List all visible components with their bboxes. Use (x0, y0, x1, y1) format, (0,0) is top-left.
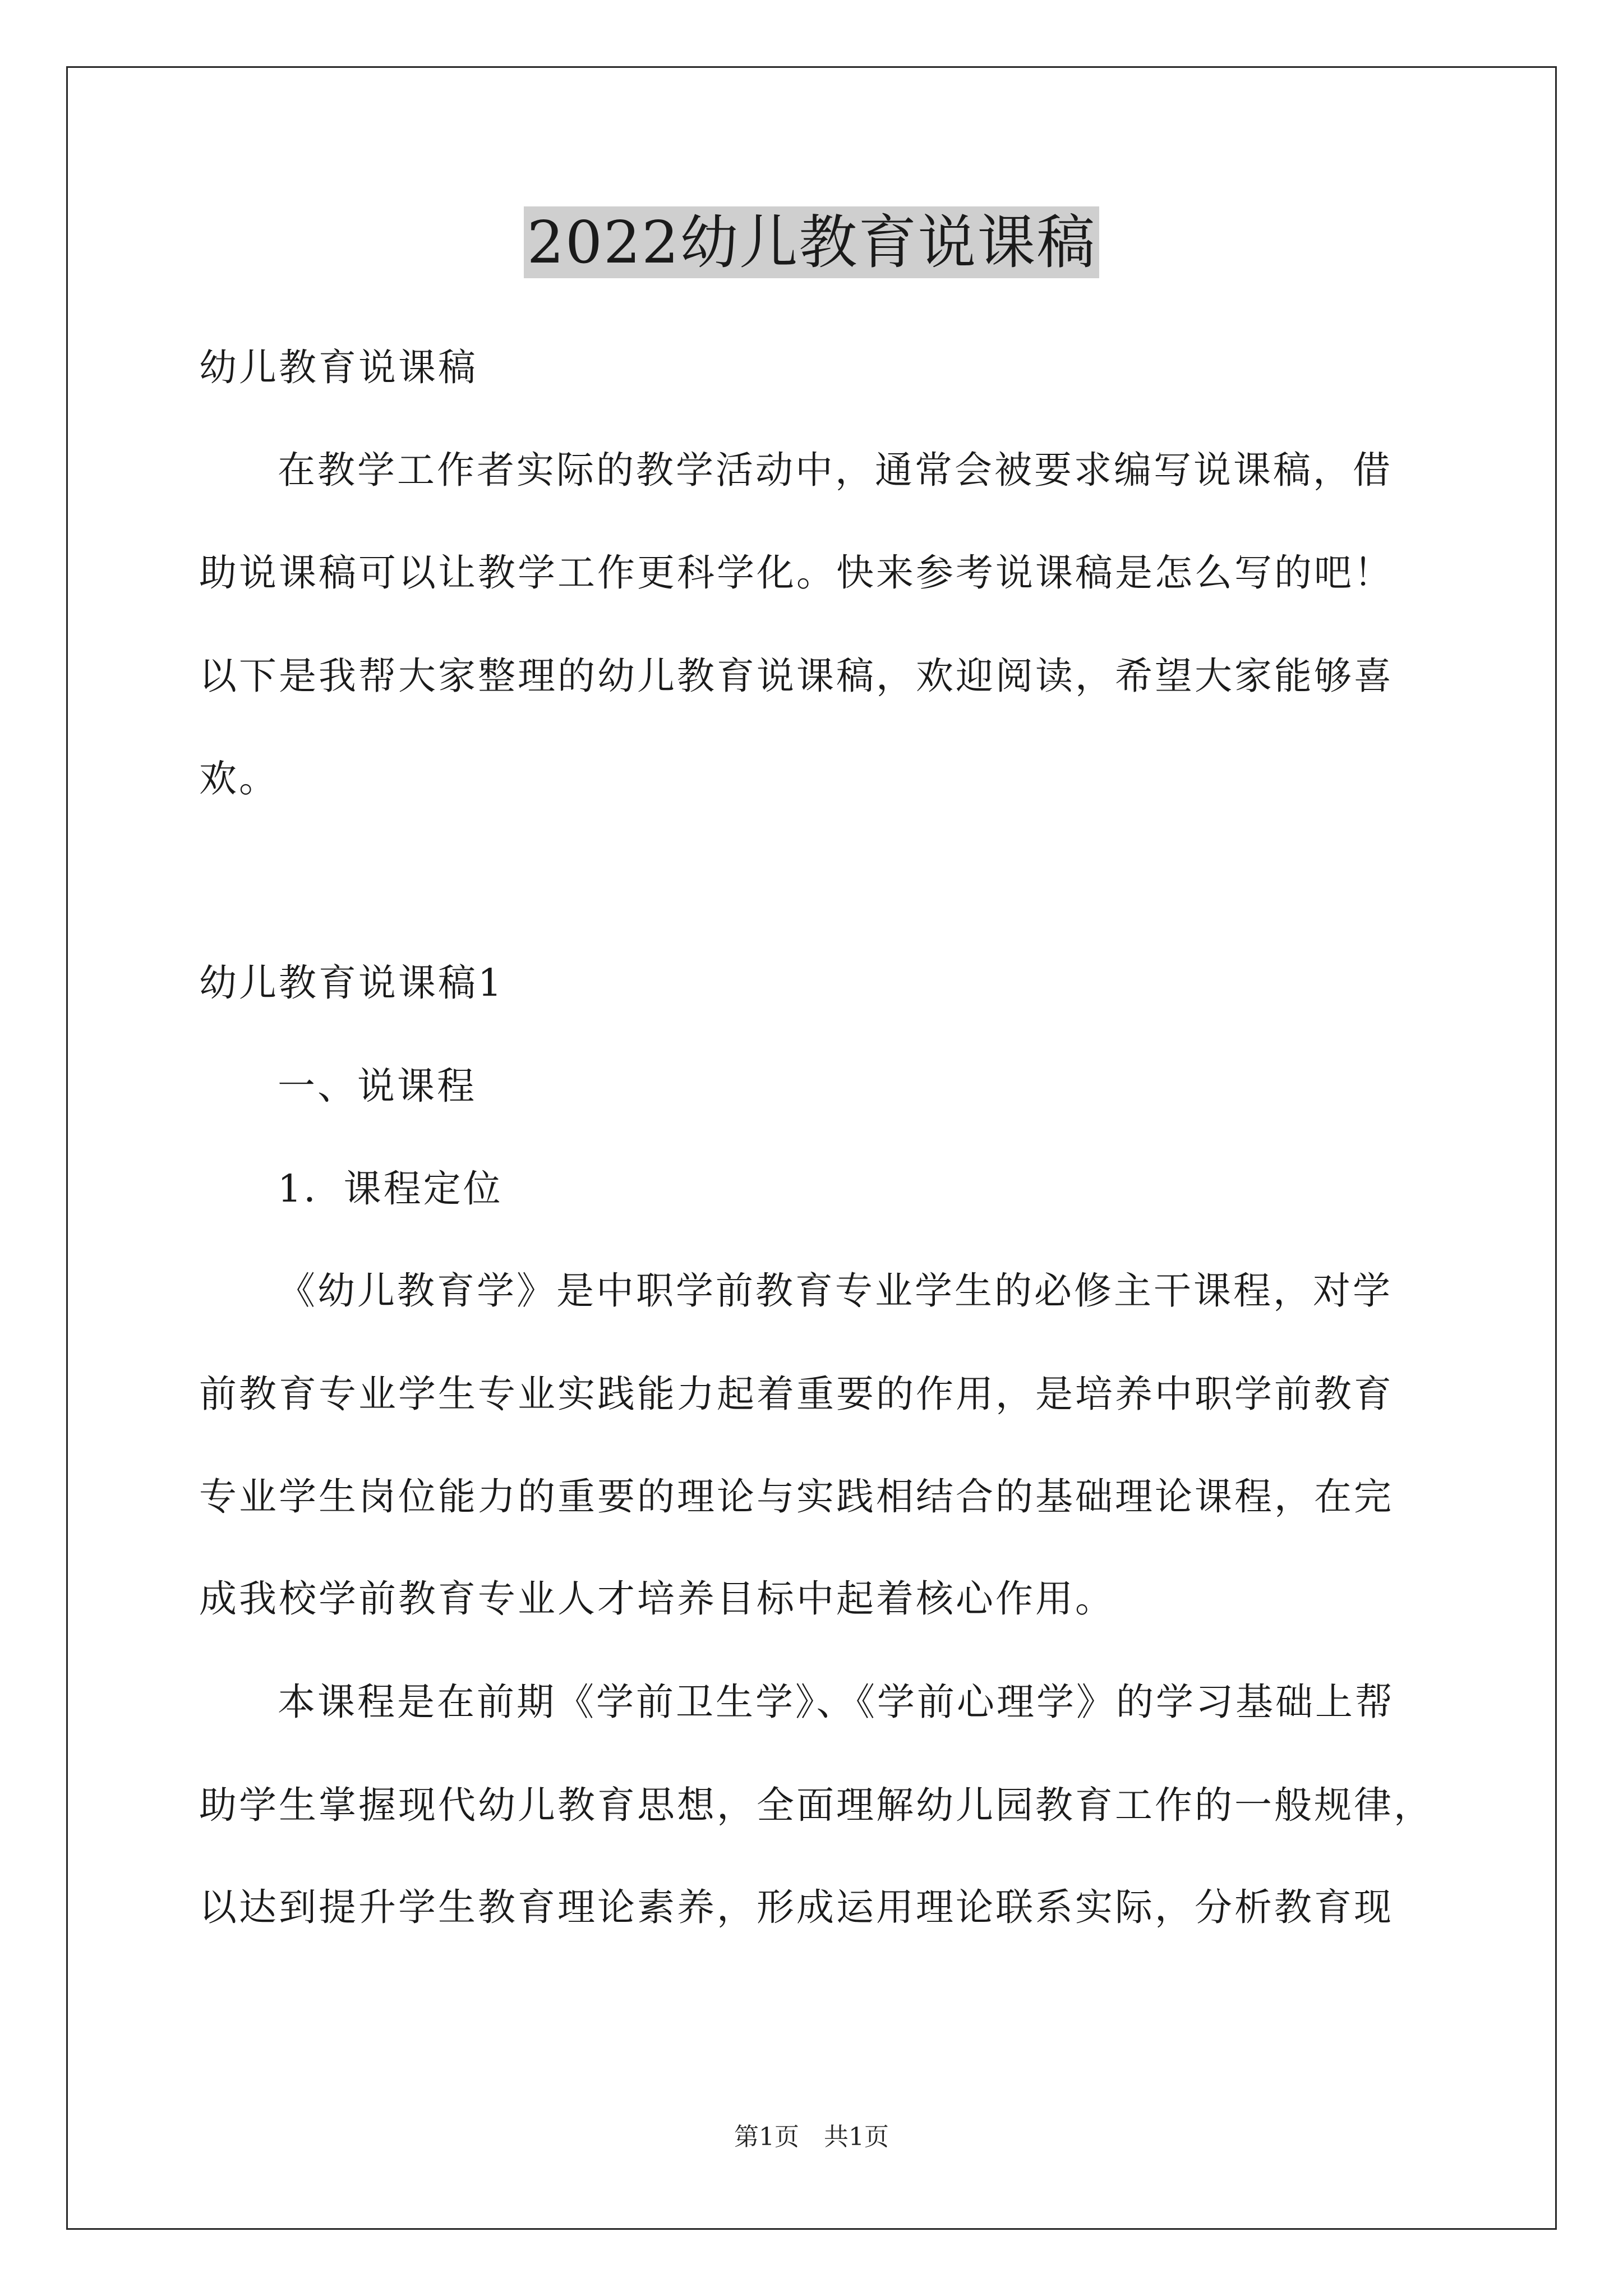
section-heading: 幼儿教育说课稿1 (199, 961, 504, 1005)
paragraph-line: 专业学生岗位能力的重要的理论与实践相结合的基础理论课程，在完 (199, 1475, 1394, 1519)
subtitle-line: 幼儿教育说课稿 (199, 346, 478, 389)
document-title-text: 2022幼儿教育说课稿 (524, 206, 1100, 278)
paragraph-line: 前教育专业学生专业实践能力起着重要的作用，是培养中职学前教育 (199, 1372, 1394, 1416)
paragraph-line: 欢。 (199, 757, 279, 800)
paragraph-line: 《幼儿教育学》是中职学前教育专业学生的必修主干课程，对学 (278, 1269, 1393, 1313)
paragraph-line: 助学生掌握现代幼儿教育思想，全面理解幼儿园教育工作的一般规律， (199, 1783, 1433, 1827)
page-footer: 第1页 共1页 (734, 2123, 889, 2151)
paragraph-line: 以达到提升学生教育理论素养，形成运用理论联系实际，分析教育现 (199, 1885, 1394, 1929)
paragraph-line: 本课程是在前期《学前卫生学》、《学前心理学》的学习基础上帮 (278, 1680, 1395, 1724)
paragraph-line: 助说课稿可以让教学工作更科学化。快来参考说课稿是怎么写的吧！ (199, 551, 1394, 595)
subsection-heading: 1．课程定位 (278, 1167, 503, 1211)
subsection-heading: 一、说课程 (278, 1064, 477, 1108)
paragraph-line: 以下是我帮大家整理的幼儿教育说课稿，欢迎阅读，希望大家能够喜 (199, 654, 1394, 698)
document-title (0, 206, 1623, 278)
paragraph-line: 成我校学前教育专业人才培养目标中起着核心作用。 (199, 1577, 1115, 1621)
paragraph-line: 在教学工作者实际的教学活动中，通常会被要求编写说课稿，借 (278, 448, 1393, 492)
